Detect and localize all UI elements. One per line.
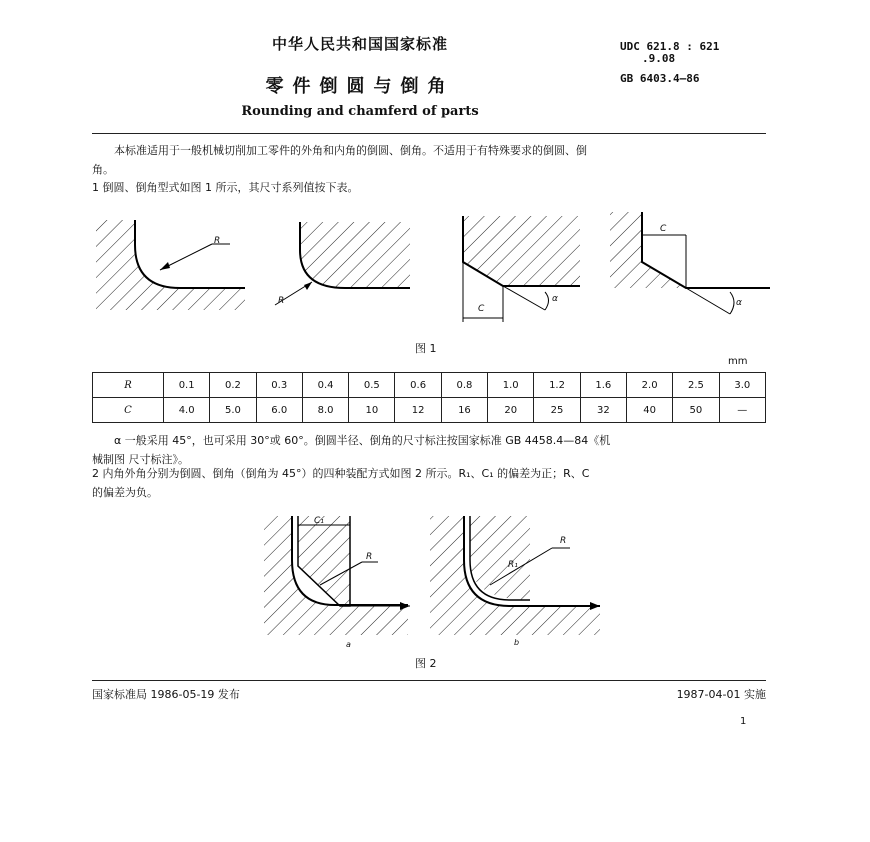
- table-cell: 25: [534, 398, 580, 423]
- table-unit: mm: [728, 356, 748, 367]
- table-cell: 0.4: [302, 373, 348, 398]
- fig1-label-c-outer: C: [478, 304, 485, 314]
- gb-code: GB 6403.4—86: [620, 72, 700, 85]
- table-cell: 1.2: [534, 373, 580, 398]
- table-cell: 16: [441, 398, 487, 423]
- table-row-r: [93, 373, 766, 398]
- document-title: 零件倒圆与倒角: [265, 76, 455, 97]
- country-standard-title: 中华人民共和国国家标准: [271, 35, 448, 53]
- footer-rule: [92, 680, 766, 681]
- table-cell: 10: [349, 398, 395, 423]
- fig2-sub-a: a: [346, 640, 351, 649]
- issue-date: 国家标准局 1986-05-19 发布: [92, 688, 240, 701]
- table-cell: 0.8: [441, 373, 487, 398]
- table-cell: 8.0: [302, 398, 348, 423]
- figure-1-drawing: [0, 205, 870, 335]
- fig1-label-alpha-outer: α: [552, 294, 558, 304]
- table-cell: 2.0: [626, 373, 672, 398]
- figure-2-drawing: [0, 510, 870, 645]
- table-cell: 20: [488, 398, 534, 423]
- table-cell: 6.0: [256, 398, 302, 423]
- fig1-label-alpha-inner: α: [736, 298, 742, 308]
- header-rule: [92, 133, 766, 134]
- figure-1-caption: 图 1: [415, 342, 437, 355]
- fig1-inner-chamfer: [610, 212, 770, 320]
- document-title-english: Rounding and chamferd of parts: [241, 104, 479, 119]
- table-cell: 0.3: [256, 373, 302, 398]
- fig2-label-r-b: R: [560, 536, 567, 546]
- table-cell: 0.2: [210, 373, 256, 398]
- fig2-assembly-b: [430, 516, 600, 635]
- table-cell: 1.0: [488, 373, 534, 398]
- udc-code: UDC 621.8 : 621: [620, 40, 720, 53]
- fig1-label-r-inner: R: [278, 296, 285, 306]
- table-cell: 1.6: [580, 373, 626, 398]
- fig2-assembly-a: [264, 516, 410, 635]
- clause-2: [92, 464, 768, 502]
- page-number: 1: [740, 716, 747, 727]
- table-row-c: [93, 398, 766, 423]
- udc-code-continued: .9.08: [642, 52, 676, 65]
- row-head-r: R: [93, 373, 164, 398]
- table-cell: 0.5: [349, 373, 395, 398]
- clause-1: 1 倒圆、倒角型式如图 1 所示，其尺寸系列值按下表。: [92, 181, 359, 194]
- clause-2-line-1: 2 内角外角分别为倒圆、倒角（倒角为 45°）的四种装配方式如图 2 所示。R₁、C₁ 的偏差为正；R、C: [92, 467, 590, 480]
- table-cell: 32: [580, 398, 626, 423]
- table-cell: 3.0: [719, 373, 765, 398]
- fig2-sub-b: b: [514, 638, 520, 647]
- fig1-inner-rounding: [275, 222, 410, 310]
- row-head-c: C: [93, 398, 164, 423]
- table-cell: 0.1: [164, 373, 210, 398]
- clause-2-line-2: 的偏差为负。: [92, 486, 158, 499]
- note-line-1: α 一般采用 45°，也可采用 30°或 60°。倒圆半径、倒角的尺寸标注按国家标准 GB 4458.4—84《机: [114, 434, 611, 447]
- dimension-table: [92, 372, 766, 423]
- fig2-label-c1: C₁: [314, 516, 324, 526]
- table-cell: 50: [673, 398, 719, 423]
- effective-date: 1987-04-01 实施: [676, 688, 766, 701]
- table-cell: 2.5: [673, 373, 719, 398]
- figure-2-caption: 图 2: [415, 657, 437, 670]
- fig1-outer-rounding: [96, 220, 245, 310]
- fig2-label-r1-b: R₁: [508, 560, 518, 570]
- table-cell: 12: [395, 398, 441, 423]
- table-cell: 0.6: [395, 373, 441, 398]
- fig1-label-r-outer: R: [214, 236, 221, 246]
- intro-line-2: 角。: [92, 163, 114, 176]
- table-cell: —: [719, 398, 765, 423]
- intro-line-1: 本标准适用于一般机械切削加工零件的外角和内角的倒圆、倒角。不适用于有特殊要求的倒圆、倒: [114, 144, 587, 157]
- table-cell: 40: [626, 398, 672, 423]
- table-cell: 4.0: [164, 398, 210, 423]
- table-cell: 5.0: [210, 398, 256, 423]
- fig1-label-c-inner: C: [660, 224, 667, 234]
- note-line-2: 械制图 尺寸标注》。: [92, 453, 189, 466]
- fig2-label-r-a: R: [366, 552, 373, 562]
- intro-paragraph: [92, 141, 768, 179]
